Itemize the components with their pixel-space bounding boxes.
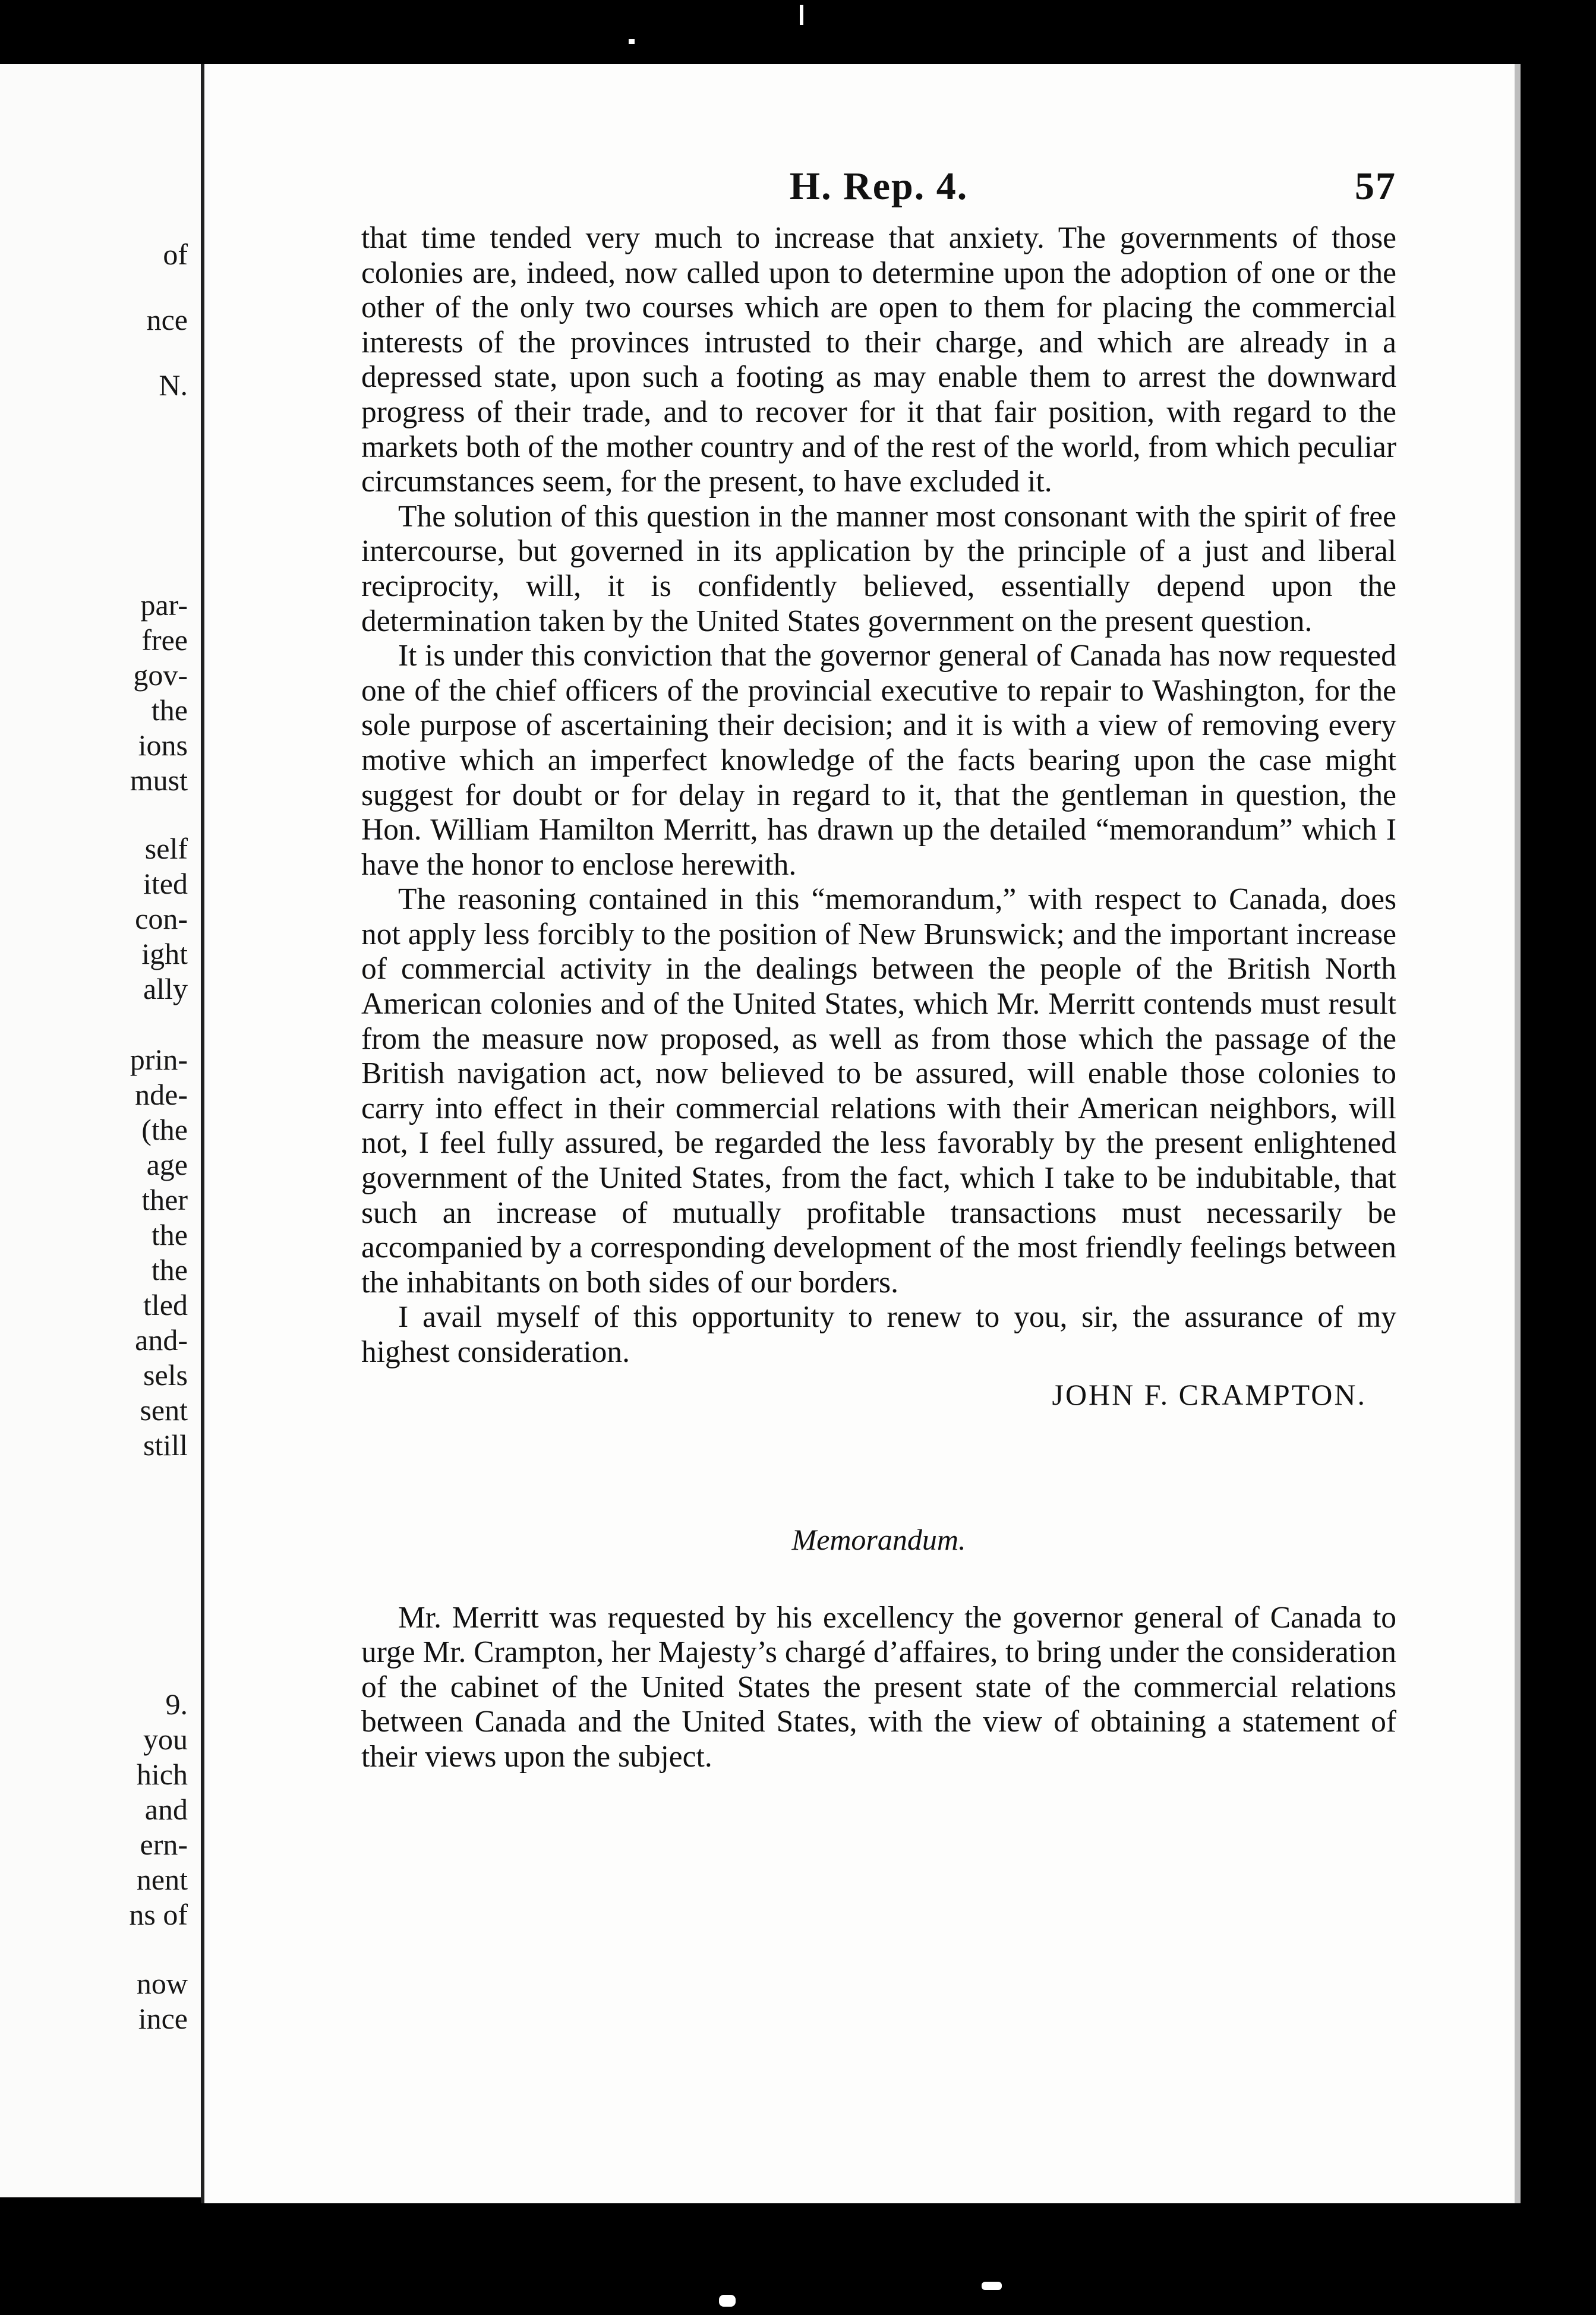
memorandum-title: Memorandum.	[791, 1522, 966, 1556]
facing-text-line: ions	[138, 728, 188, 762]
facing-text-line: still	[143, 1428, 188, 1462]
facing-text-line: ns of	[129, 1898, 188, 1931]
memorandum-body	[361, 1601, 1396, 1775]
scan-speck	[800, 5, 803, 25]
facing-text-line: nent	[136, 1863, 188, 1896]
facing-text-line: and-	[135, 1323, 188, 1357]
facing-page-fragment	[0, 64, 204, 2197]
facing-text-line: prin-	[130, 1043, 188, 1076]
page-content	[361, 164, 1396, 1775]
facing-text-line: 9.	[165, 1688, 188, 1721]
facing-text-line: ther	[141, 1183, 188, 1216]
facing-text-line: (the	[141, 1113, 188, 1146]
facing-text-line: par-	[140, 588, 188, 622]
facing-text-line: the	[151, 1253, 188, 1286]
facing-text-line: must	[130, 764, 188, 797]
facing-text-line: of	[163, 238, 188, 271]
facing-text-line: N.	[159, 368, 188, 402]
letter-paragraph: I avail myself of this opportunity to renew to you, sir, the assurance of my highest consideration.	[361, 1300, 1396, 1369]
facing-text-line: gov-	[133, 658, 188, 692]
signature: JOHN F. CRAMPTON.	[1052, 1377, 1367, 1411]
running-head: H. Rep. 4.	[789, 165, 969, 208]
facing-text-line: self	[144, 832, 188, 865]
letter-paragraph: that time tended very much to increase that anxiety. The governments of those colonies are, indeed, now called upon to determine upon the adoption of one or the other of the only two courses which are open to them for placing the commercial interests of the provinces intrusted to their charge, and which are already in a depressed state, upon such a footing as may enable them to arrest the downward progress of their trade, and to recover for it that fair position, with regard to the markets both of the mother country and of the rest of the world, from which peculiar circumstances seem, for the present, to have excluded it.	[361, 221, 1396, 499]
facing-text-line: sels	[143, 1358, 188, 1392]
facing-text-line: and	[144, 1793, 188, 1826]
facing-text-line: ince	[138, 2002, 188, 2035]
facing-text-line: the	[151, 1218, 188, 1251]
scan-speck	[719, 2295, 736, 2307]
facing-text-line: you	[143, 1723, 188, 1756]
facing-text-line: the	[151, 693, 188, 727]
page-number: 57	[1355, 165, 1396, 208]
letter-paragraph: It is under this conviction that the governor general of Canada has now requested one of the chief officers of the provincial executive to repair to Washington, for the sole purpose of ascertaining their decision; and it is with a view of removing every motive which an imperfect knowledge of the facts bearing upon the case might suggest for doubt or for delay in regard to it, that the gentleman in question, the Hon. William Hamilton Merritt, has drawn up the detailed “memorandum” which I have the honor to enclose herewith.	[361, 639, 1396, 882]
letter-paragraph: The solution of this question in the manner most consonant with the spirit of free intercourse, but governed in its application by the principle of a just and liberal reciprocity, will, it is confidently believed, essentially depend upon the determination taken by the United States government on the present question.	[361, 499, 1396, 638]
facing-text-line: free	[141, 623, 188, 657]
facing-text-line: nde-	[135, 1078, 188, 1111]
facing-text-line: ight	[141, 937, 188, 970]
facing-text-line: now	[136, 1967, 188, 2000]
page-header	[361, 164, 1396, 221]
letter-paragraph: The reasoning contained in this “memorandum,” with respect to Canada, does not apply less forcibly to the position of New Brunswick; and the important increase of commercial activity in the dealings between the people of the British North American colonies and of the United States, which Mr. Merritt contends must result from the measure now proposed, as well as from those which the passage of the British navigation act, now believed to be assured, will enable those colonies to carry into effect in their commercial relations with their American neighbors, will not, I feel fully assured, be regarded the less favorably by the present enlightened government of the United States, from the fact, which I take to be indubitable, that such an increase of mutually profitable transactions must necessarily be accompanied by a corresponding development of the most friendly feelings between the inhabitants on both sides of our borders.	[361, 882, 1396, 1300]
facing-text-line: hich	[136, 1758, 188, 1791]
memorandum-paragraph: Mr. Merritt was requested by his excellency the governor general of Canada to urge Mr. Crampton, her Majesty’s chargé d’affaires, to bring under the consideration of the cabinet of the United States the present state of the commercial relations between Canada and the United States, with the view of obtaining a statement of their views upon the subject.	[361, 1600, 1396, 1774]
facing-text-line: ally	[143, 972, 188, 1005]
document-page	[201, 64, 1515, 2203]
facing-text-line: nce	[146, 303, 188, 336]
facing-text-line: age	[146, 1148, 188, 1181]
facing-text-line: sent	[140, 1393, 188, 1427]
facing-text-line: tled	[143, 1288, 188, 1321]
letter-body	[361, 221, 1396, 1370]
facing-text-line: ited	[143, 867, 188, 900]
scan-speck	[629, 39, 635, 44]
facing-text-line: ern-	[140, 1828, 188, 1861]
facing-text-line: con-	[135, 902, 188, 935]
scan-speck	[982, 2282, 1002, 2290]
